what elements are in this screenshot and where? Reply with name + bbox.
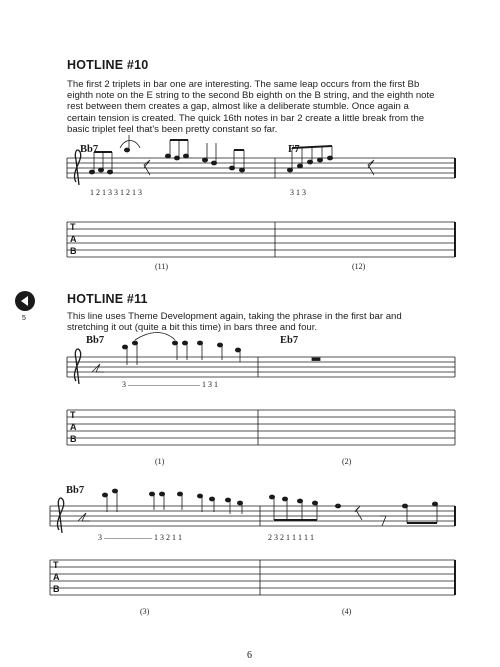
svg-text:A: A (70, 422, 77, 432)
staff-1 (67, 158, 455, 178)
svg-text:T: T (70, 222, 76, 232)
fingering-row: 3 —————— 1 3 2 1 1 (98, 533, 182, 542)
staff-2 (67, 357, 455, 377)
staff-3 (50, 506, 455, 526)
chord-symbol: Bb7 (80, 144, 99, 155)
hotline-11-description: This line uses Theme Development again, taking the phrase in the first bar and stretching it out (quite a bit this time) in bars three and four. (67, 311, 402, 334)
svg-text:B: B (70, 434, 77, 444)
tab-bar-number: (4) (342, 607, 352, 616)
tab-bar-number: (1) (155, 457, 165, 466)
tab-staff-2 (67, 410, 455, 445)
fingering-row: 2 3 2 1 1 1 1 1 (268, 533, 314, 542)
tab-bar-number: (2) (342, 457, 352, 466)
tab-bar-number: (12) (352, 262, 366, 271)
svg-text:T: T (70, 410, 76, 420)
chord-symbol: F7 (288, 144, 300, 155)
svg-text:A: A (70, 234, 77, 244)
fingering-row: 3 1 3 (290, 188, 306, 197)
svg-text:B: B (70, 246, 77, 256)
svg-text:A: A (53, 572, 60, 582)
tab-staff-1 (67, 222, 455, 257)
fingering-row: 1 2 1 3 3 1 2 1 3 (90, 188, 142, 197)
tab-staff-3 (50, 560, 455, 595)
fingering-row: 3 ————————— 1 3 1 (122, 380, 218, 389)
chord-symbol: Bb7 (66, 485, 85, 496)
tab-bar-number: (11) (155, 262, 169, 271)
hotline-11-title: HOTLINE #11 (67, 292, 148, 306)
svg-text:T: T (53, 560, 59, 570)
page-number: 6 (247, 650, 252, 661)
track-number: 5 (22, 315, 26, 322)
svg-text:B: B (53, 584, 60, 594)
chord-symbol: Eb7 (280, 335, 299, 346)
hotline-10-title: HOTLINE #10 (67, 58, 149, 72)
chord-symbol: Bb7 (86, 335, 105, 346)
tab-bar-number: (3) (140, 607, 150, 616)
hotline-10-description: The first 2 triplets in bar one are interesting. The same leap occurs from the first Bb eighth note on the E string to the second Bb eighth on the B string, and the eighth note rest between them creates a gap, almost like a deliberate stumble. Once again a certain tension is created. The quick 16th notes in bar 2 create a little break from the basic triplet feel that's been pretty constant so far. (67, 79, 435, 135)
